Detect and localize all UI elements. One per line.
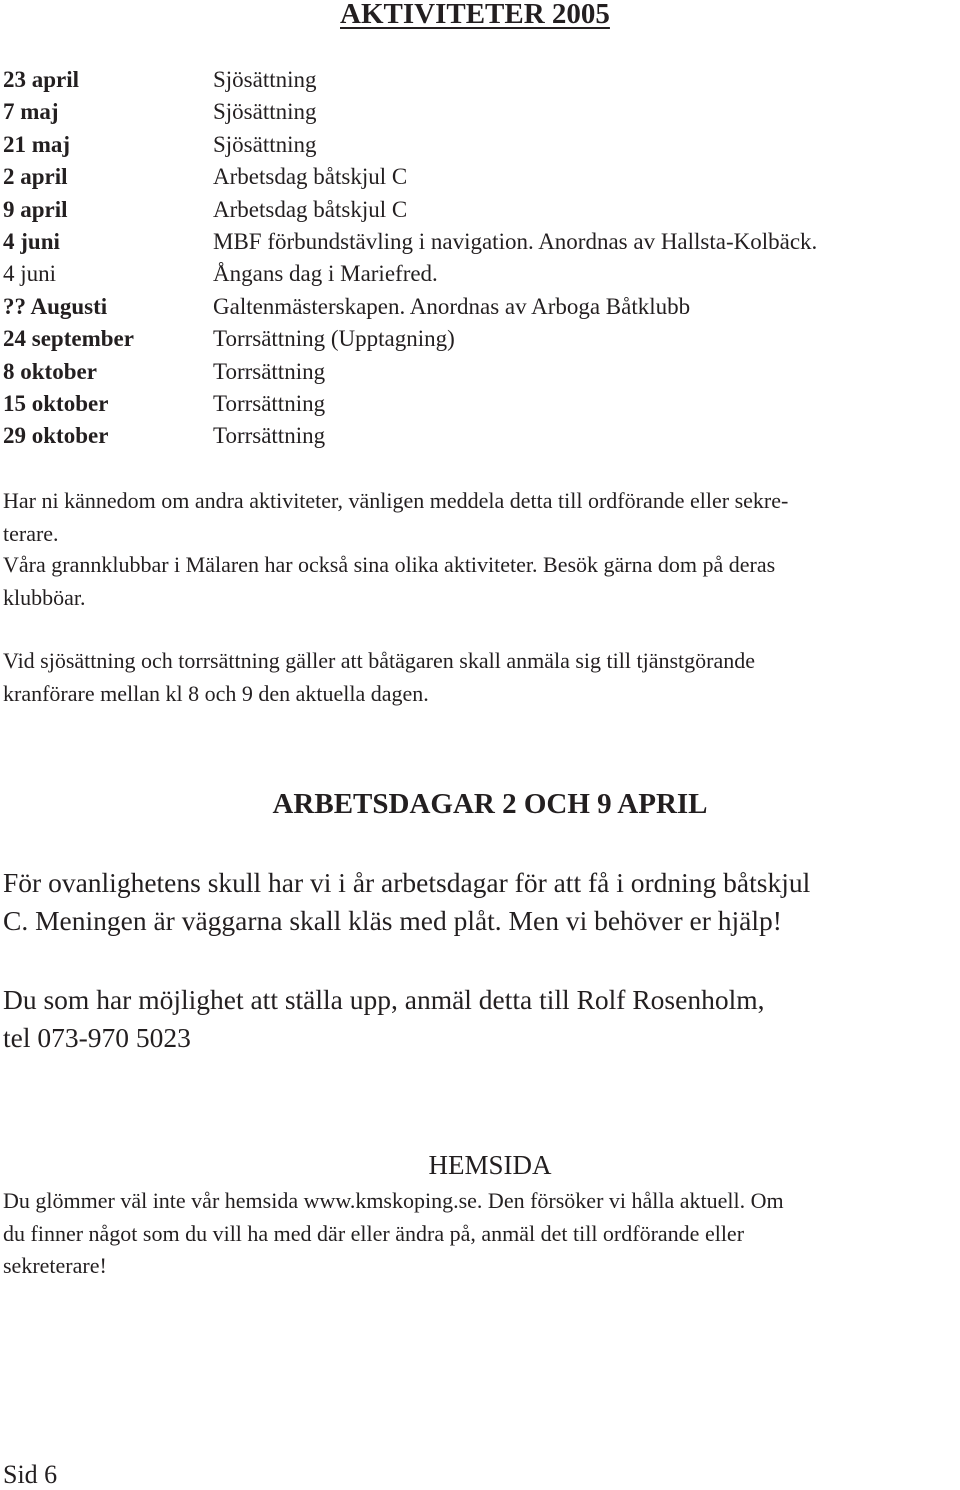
schedule-date: 4 juni [3,261,57,287]
text-line: tel 073-970 5023 [3,1021,191,1053]
text-line: du finner något som du vill ha med där eller ändra på, anmäl det till ordförande eller [3,1220,745,1246]
text-line: För ovanlighetens skull har vi i år arbetsdagar för att få i ordning båtskjul [3,867,811,898]
info-paragraph [3,549,959,614]
schedule-date: ?? Augusti [3,293,108,319]
schedule-activity: Torrsättning [213,358,326,384]
arbetsdagar-paragraph [3,981,959,1056]
schedule-date: 8 oktober [3,358,97,384]
schedule-date: 7 maj [3,99,59,125]
schedule-activity: Sjösättning [213,99,317,125]
schedule-activity: Sjösättning [213,67,317,92]
text-line: Våra grannklubbar i Mälaren har också sina olika aktiviteter. Besök gärna dom på deras [3,552,776,577]
text-line: C. Meningen är väggarna skall kläs med plåt. Men vi behöver er hjälp! [3,904,782,936]
arbetsdagar-heading: ARBETSDAGAR 2 OCH 9 APRIL [272,788,708,820]
schedule-activity: Torrsättning [213,423,326,449]
schedule-activity: Arbetsdag båtskjul C [213,164,408,190]
hemsida-heading: HEMSIDA [428,1150,552,1180]
schedule-date: 2 april [3,164,68,190]
schedule-date: 21 maj [3,131,71,157]
schedule-date: 9 april [3,196,68,222]
arbetsdagar-paragraph [3,864,959,939]
schedule-date: 4 juni [3,228,60,254]
schedule-date: 15 oktober [3,390,109,416]
schedule-activity: Ångans dag i Mariefred. [213,261,438,287]
info-paragraph [3,485,959,550]
text-line: Du som har möjlighet att ställa upp, anmäl detta till Rolf Rosenholm, [3,984,765,1015]
text-line: Du glömmer väl inte vår hemsida www.kmskoping.se. Den försöker vi hålla aktuell. Om [3,1188,784,1213]
schedule-date: 24 september [3,326,134,352]
schedule-activity: Galtenmästerskapen. Anordnas av Arboga Båtklubb [213,293,691,319]
text-line: kranförare mellan kl 8 och 9 den aktuella dagen. [3,680,429,706]
text-line: Vid sjösättning och torrsättning gäller att båtägaren skall anmäla sig till tjänstgörande [3,648,755,673]
schedule-activity: MBF förbundstävling i navigation. Anordnas av Hallsta-Kolbäck. [213,228,818,254]
hemsida-paragraph [3,1185,959,1283]
text-line: Har ni kännedom om andra aktiviteter, vänligen meddela detta till ordförande eller sekre- [3,488,789,513]
schedule-activity: Sjösättning [213,131,317,157]
page-title: AKTIVITETER 2005 [340,0,610,30]
page-number: Sid 6 [3,1460,58,1489]
info-paragraph [3,645,959,710]
text-line: terare. [3,520,59,546]
schedule-activity: Torrsättning [213,390,326,416]
schedule-activity: Arbetsdag båtskjul C [213,196,408,222]
schedule-date: 23 april [3,67,80,92]
text-line: sekreterare! [3,1253,107,1278]
schedule-activity: Torrsättning (Upptagning) [213,326,455,352]
text-line: klubböar. [3,584,86,610]
schedule-date: 29 oktober [3,423,109,449]
